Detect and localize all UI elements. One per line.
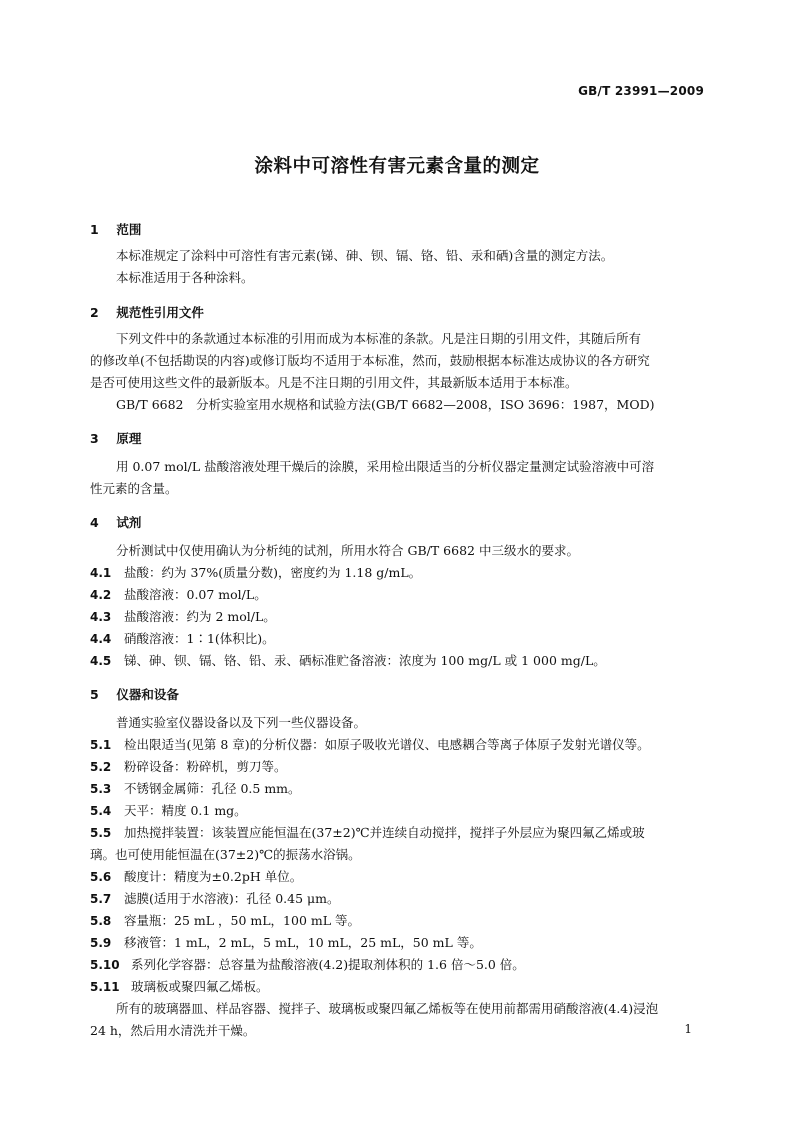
paragraph-line: 分析测试中仅使用确认为分析纯的试剂，所用水符合 GB/T 6682 中三级水的要求。 <box>116 543 579 558</box>
page-number: 1 <box>684 1022 692 1036</box>
item-text: 滤膜(适用于水溶液)：孔径 0.45 μm。 <box>124 891 340 906</box>
paragraph-line: 的修改单(不包括勘误的内容)或修订版均不适用于本标准，然而，鼓励根据本标准达成协议的各方研究 <box>90 353 650 368</box>
list-item-4-3 <box>90 609 276 625</box>
item-text: 移液管：1 mL，2 mL，5 mL，10 mL，25 mL，50 mL 等。 <box>124 935 482 950</box>
document-title: 涂料中可溶性有害元素含量的测定 <box>254 156 540 177</box>
normative-reference: GB/T 6682 分析实验室用水规格和试验方法(GB/T 6682—2008，ISO 3696：1987，MOD) <box>116 397 655 412</box>
list-item-4-5 <box>90 653 606 669</box>
section-title: 规范性引用文件 <box>116 305 204 320</box>
paragraph-line: 下列文件中的条款通过本标准的引用而成为本标准的条款。凡是注日期的引用文件，其随后所有 <box>116 331 642 346</box>
item-text: 盐酸溶液：0.07 mol/L。 <box>124 587 267 602</box>
item-text: 不锈钢金属筛：孔径 0.5 mm。 <box>124 781 301 796</box>
item-number: 5.11 <box>90 980 120 994</box>
item-number: 4.5 <box>90 654 112 668</box>
list-item-5-10 <box>90 957 525 973</box>
item-number: 5.10 <box>90 958 120 972</box>
item-number: 4.3 <box>90 610 112 624</box>
item-number: 5.7 <box>90 892 112 906</box>
section-title: 范围 <box>116 222 142 237</box>
section-title: 仪器和设备 <box>116 687 179 702</box>
item-text: 锑、砷、钡、镉、铬、铅、汞、硒标准贮备溶液：浓度为 100 mg/L 或 1 000 mg/L。 <box>124 653 606 668</box>
item-text: 加热搅拌装置：该装置应能恒温在(37±2)℃并连续自动搅拌，搅拌子外层应为聚四氟乙烯或玻 <box>124 825 645 840</box>
paragraph-line: 用 0.07 mol/L 盐酸溶液处理干燥后的涂膜，采用检出限适当的分析仪器定量测定试验溶液中可溶 <box>116 459 655 474</box>
section-number: 1 <box>90 222 99 237</box>
item-text: 玻璃板或聚四氟乙烯板。 <box>131 979 269 994</box>
item-number: 4.1 <box>90 566 112 580</box>
item-text: 盐酸：约为 37%(质量分数)，密度约为 1.18 g/mL。 <box>124 565 422 580</box>
item-number: 4.4 <box>90 632 112 646</box>
list-item-5-4 <box>90 803 247 819</box>
item-text: 容量瓶：25 mL ，50 mL，100 mL 等。 <box>124 913 360 928</box>
list-item-4-2 <box>90 587 267 603</box>
paragraph-line: 普通实验室仪器设备以及下列一些仪器设备。 <box>116 715 367 730</box>
item-text: 系列化学容器：总容量为盐酸溶液(4.2)提取剂体积的 1.6 倍～5.0 倍。 <box>131 957 525 972</box>
list-item-5-8 <box>90 913 360 929</box>
paragraph-line: 璃。也可使用能恒温在(37±2)℃的振荡水浴锅。 <box>90 847 361 862</box>
paragraph-line: 本标准规定了涂料中可溶性有害元素(锑、砷、钡、镉、铬、铅、汞和硒)含量的测定方法。 <box>116 248 614 263</box>
paragraph-line: 是否可使用这些文件的最新版本。凡是不注日期的引用文件，其最新版本适用于本标准。 <box>90 375 578 390</box>
list-item-4-1 <box>90 565 421 581</box>
list-item-5-1 <box>90 737 650 753</box>
list-item-5-6 <box>90 869 302 885</box>
section-number: 5 <box>90 687 99 702</box>
item-number: 4.2 <box>90 588 112 602</box>
list-item-5-11 <box>90 979 269 995</box>
item-text: 粉碎设备：粉碎机，剪刀等。 <box>124 759 287 774</box>
section-heading-4 <box>90 513 141 531</box>
item-number: 5.2 <box>90 760 112 774</box>
section-title: 原理 <box>116 431 142 446</box>
item-text: 盐酸溶液：约为 2 mol/L。 <box>124 609 276 624</box>
standard-code: GB/T 23991—2009 <box>578 84 704 98</box>
section-heading-2 <box>90 303 204 321</box>
item-number: 5.5 <box>90 826 112 840</box>
item-text: 天平：精度 0.1 mg。 <box>124 803 247 818</box>
item-text: 检出限适当(见第 8 章)的分析仪器：如原子吸收光谱仪、电感耦合等离子体原子发射光谱仪等。 <box>124 737 650 752</box>
list-item-5-5 <box>90 825 645 841</box>
paragraph-line: 所有的玻璃器皿、样品容器、搅拌子、玻璃板或聚四氟乙烯板等在使用前都需用硝酸溶液(4.4)浸泡 <box>116 1001 659 1016</box>
list-item-5-3 <box>90 781 301 797</box>
section-title: 试剂 <box>116 515 142 530</box>
section-heading-5 <box>90 685 179 703</box>
item-text: 硝酸溶液：1∶1(体积比)。 <box>124 631 275 646</box>
section-number: 4 <box>90 515 99 530</box>
section-number: 2 <box>90 305 99 320</box>
item-text: 酸度计：精度为±0.2pH 单位。 <box>124 869 303 884</box>
item-number: 5.9 <box>90 936 112 950</box>
list-item-5-9 <box>90 935 482 951</box>
item-number: 5.4 <box>90 804 112 818</box>
item-number: 5.3 <box>90 782 112 796</box>
item-number: 5.6 <box>90 870 112 884</box>
paragraph-line: 24 h，然后用水清洗并干燥。 <box>90 1023 256 1038</box>
list-item-5-7 <box>90 891 340 907</box>
paragraph-line: 本标准适用于各种涂料。 <box>116 270 254 285</box>
section-number: 3 <box>90 431 99 446</box>
list-item-5-2 <box>90 759 287 775</box>
item-number: 5.1 <box>90 738 112 752</box>
list-item-4-4 <box>90 631 275 647</box>
paragraph-line: 性元素的含量。 <box>90 481 178 496</box>
item-number: 5.8 <box>90 914 112 928</box>
section-heading-3 <box>90 429 141 447</box>
section-heading-1 <box>90 220 141 238</box>
